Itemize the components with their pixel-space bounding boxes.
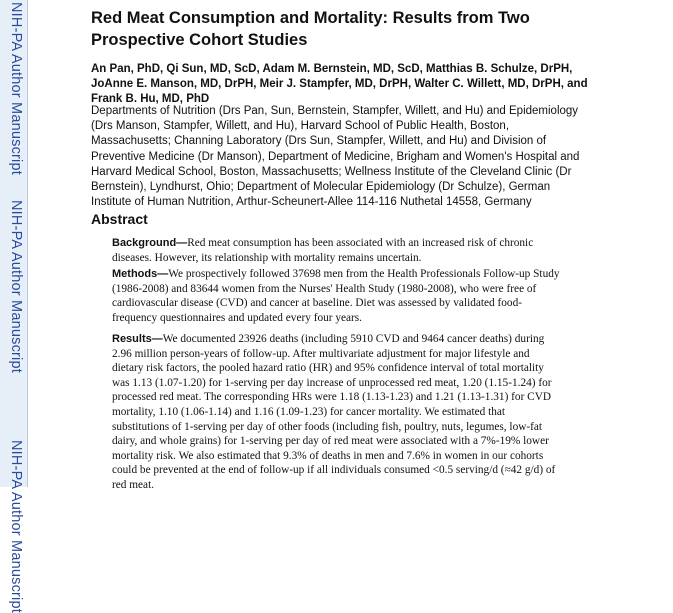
sidebar-label: NIH-PA Author Manuscript: [8, 200, 24, 373]
methods-label: Methods—: [112, 268, 169, 280]
affiliations: Departments of Nutrition (Drs Pan, Sun, Bernstein, Stampfer, Willett, and Hu) and Epidemiology (Drs Manson, Stampfer, Willett, and Hu), Harvard School of Public Health, Boston, Massachusetts; Channing Laboratory (Drs Sun, Stampfer, Willett, and Hu) and Division of Preventive Medicine (Dr Manson), Department of Medicine, Brigham and Women's Hospital and Harvard Medical School, Boston, Massachusetts; Wellness Institute of the Cleveland Clinic (Dr Bernstein), Lyndhurst, Ohio; Department of Molecular Epidemiology (Dr Schulze), German Institute of Human Nutrition, Arthur-Scheunert-Allee 114-116 Nuthetal 14558, Germany: [91, 105, 580, 209]
paper-title: Red Meat Consumption and Mortality: Results from Two Prospective Cohort Studies: [91, 9, 530, 49]
abstract-methods: [112, 267, 560, 325]
background-text: Red meat consumption has been associated with an increased risk of chronic diseases. However, its relationship with mortality remains uncertain.: [112, 237, 534, 264]
results-label: Results—: [112, 333, 163, 345]
abstract-background: [112, 236, 560, 265]
sidebar-label: NIH-PA Author Manuscript: [8, 2, 24, 175]
results-text: We documented 23926 deaths (including 5910 CVD and 9464 cancer deaths) during 2.96 million person-years of follow-up. After multivariate adjustment for major lifestyle and dietary risk factors, the pooled hazard ratio (HR) and 95% confidence interval of total mortality was 1.13 (1.07-1.20) for 1-serving per day increase of unprocessed red meat, 1.20 (1.15-1.24) for processed red meat. The corresponding HRs were 1.18 (1.13-1.23) and 1.21 (1.13-1.31) for CVD mortality, 1.10 (1.06-1.14) and 1.16 (1.09-1.23) for cancer mortality. We estimated that substitutions of 1-serving per day of other foods (including fish, poultry, nuts, legumes, low-fat dairy, and whole grains) for 1-serving per day of red meat were associated with a 7%-19% lower mortality risk. We also estimated that 9.3% of deaths in men and 7.6% in women in our cohorts could be prevented at the end of follow-up if all individuals consumed <0.5 serving/d (≈42 g/d) of red meat.: [112, 333, 556, 491]
methods-text: We prospectively followed 37698 men from the Health Professionals Follow-up Study (1986-2008) and 83644 women from the Nurses' Health Study (1980-2008), who were free of cardiovascular disease (CVD) and cancer at baseline. Diet was assessed by validated food-frequency questionnaires and updated every four years.: [112, 268, 560, 324]
author-list: An Pan, PhD, Qi Sun, MD, ScD, Adam M. Bernstein, MD, ScD, Matthias B. Schulze, DrPH, JoAnne E. Manson, MD, DrPH, Meir J. Stampfer, MD, DrPH, Walter C. Willett, MD, DrPH, and Frank B. Hu, MD, PhD: [91, 63, 588, 105]
manuscript-sidebar: [0, 0, 28, 613]
abstract-results: [112, 332, 560, 493]
sidebar-label: NIH-PA Author Manuscript: [8, 440, 24, 613]
abstract-heading: Abstract: [91, 211, 148, 227]
background-label: Background—: [112, 237, 188, 249]
